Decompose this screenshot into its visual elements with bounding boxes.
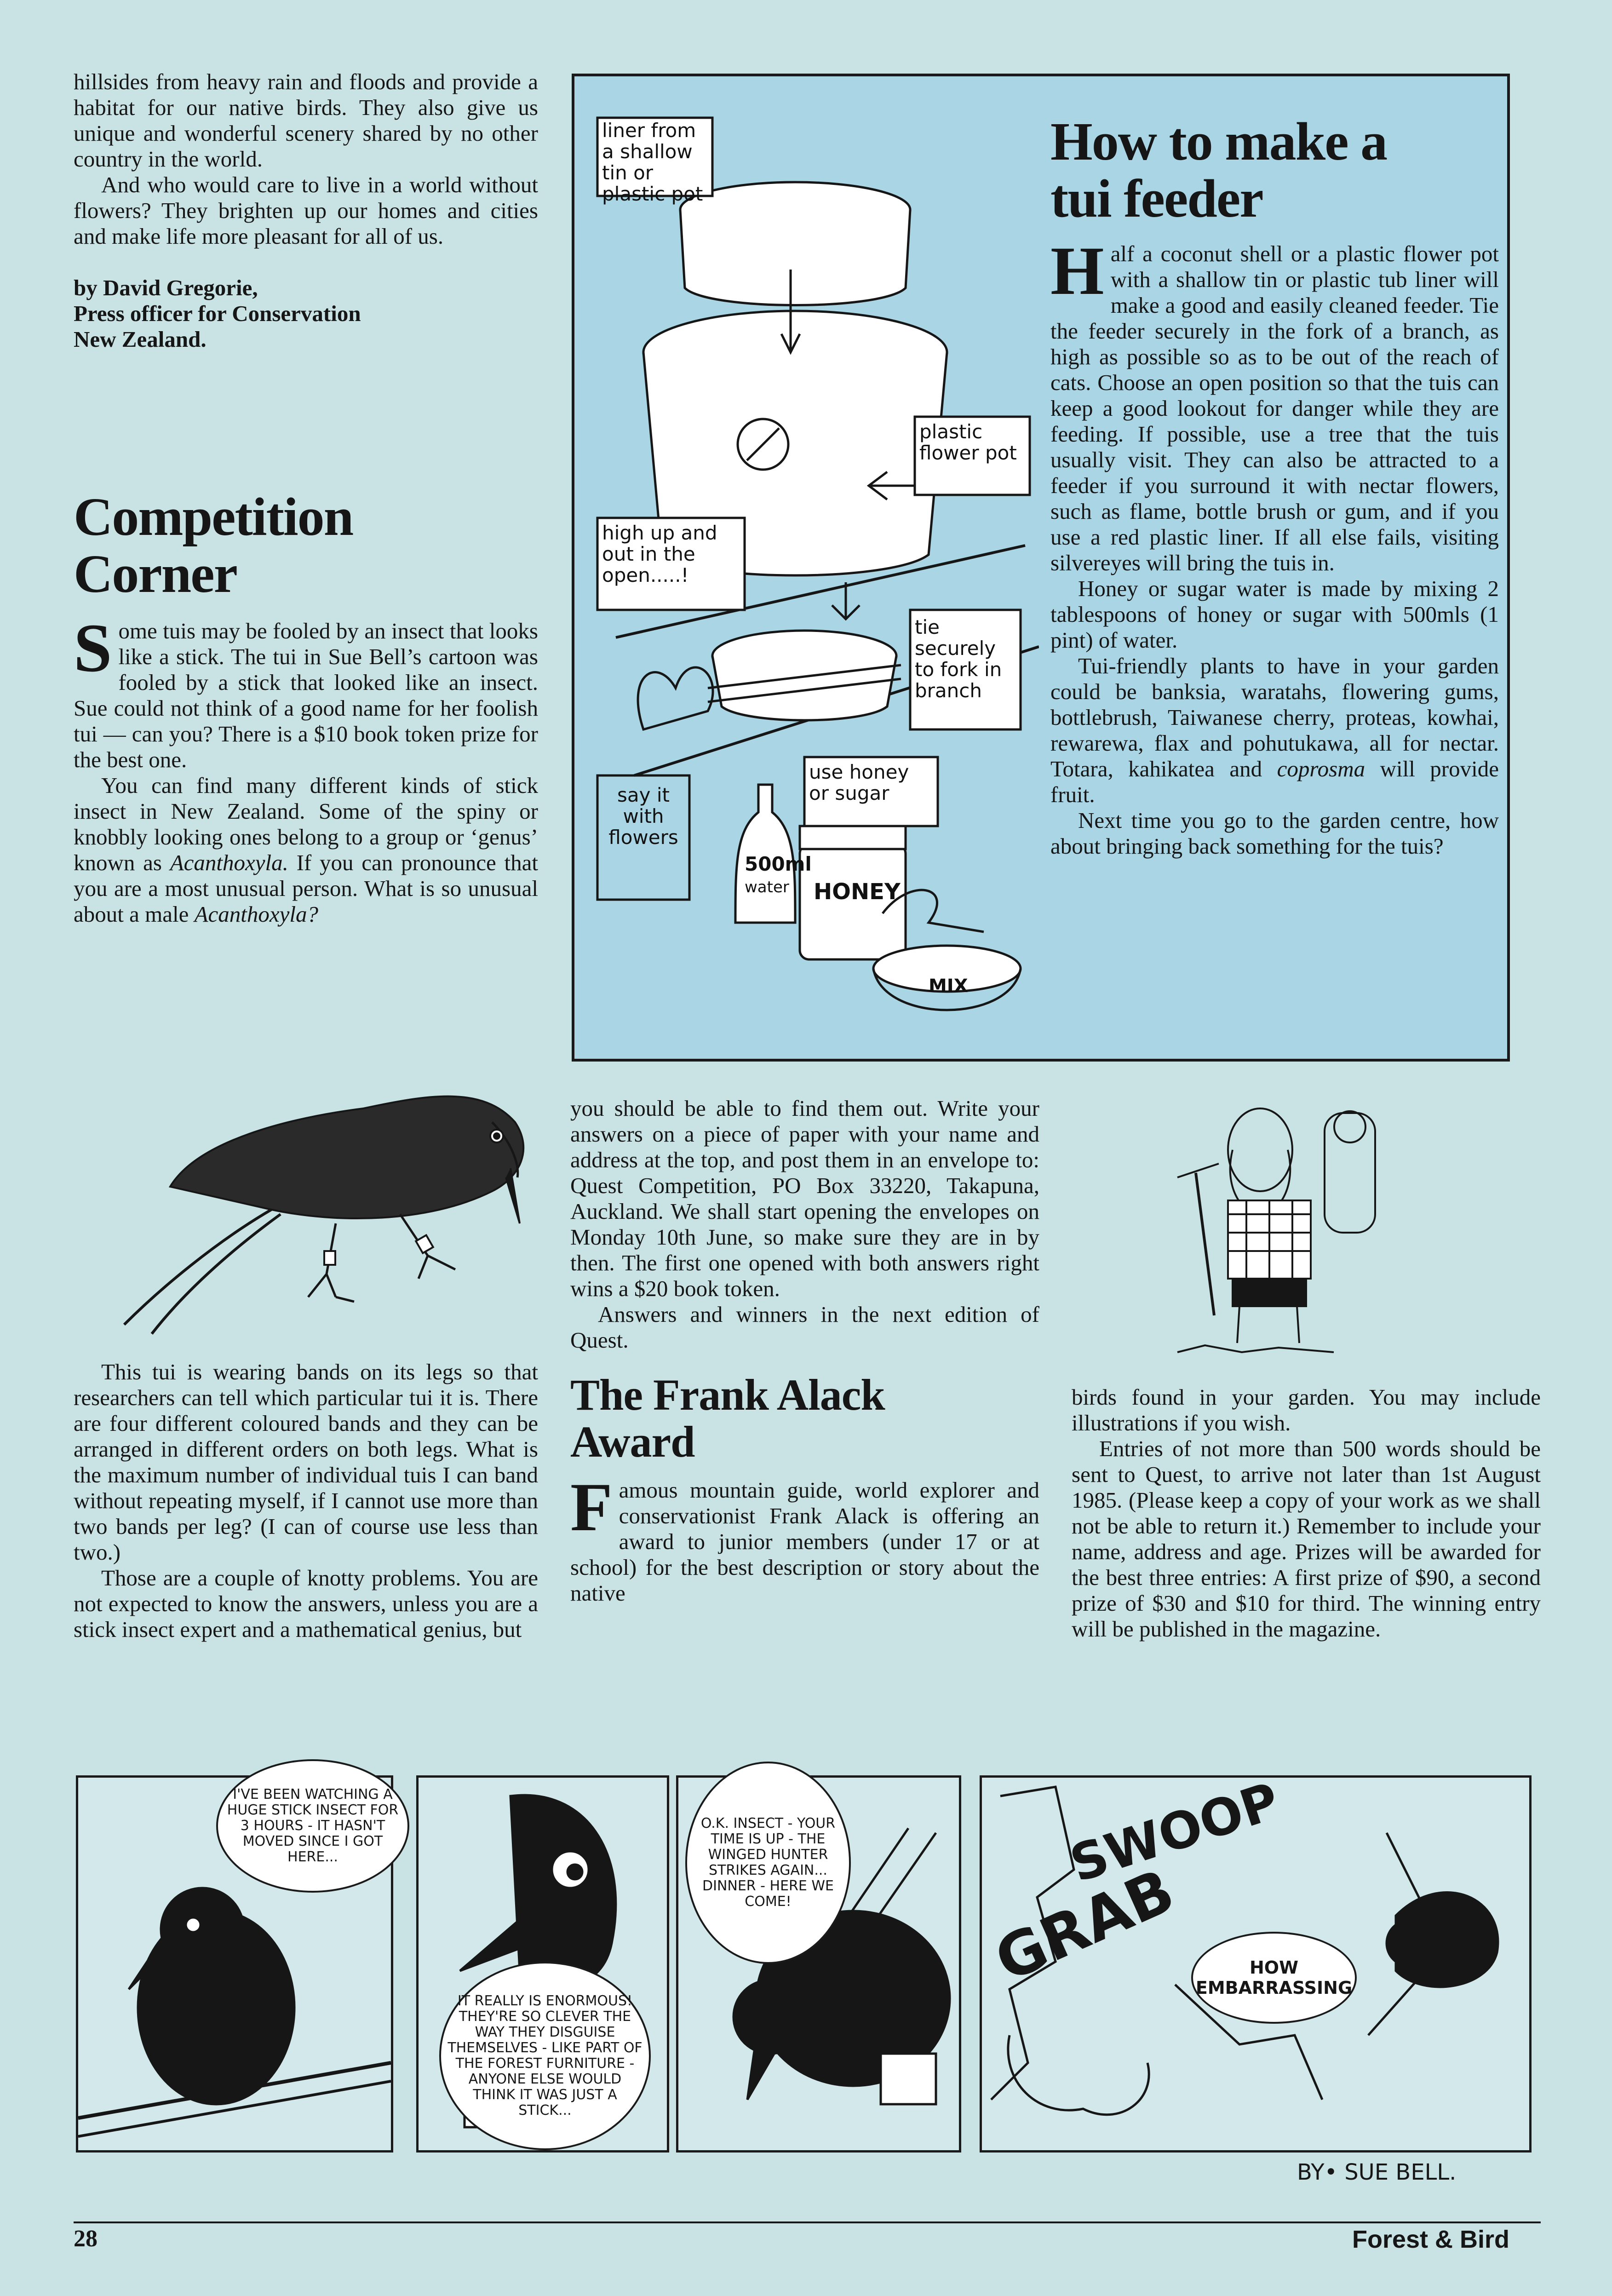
feeder-text-column xyxy=(1050,113,1499,859)
feeder-paragraph-4: Next time you go to the garden centre, how about bringing back something for the tuis? xyxy=(1050,808,1499,859)
feeder-title-line2: tui feeder xyxy=(1050,168,1263,229)
competition-paragraph-5: you should be able to find them out. Write your answers on a piece of paper with your name and address at the top, and post them in an envelope to: Quest Competition, PO Box 33220, Takapuna, Auckland. We shall start opening the envelopes on Monday 10th June, so make sure they are in by then. The first one opened with both answers right wins a $20 book token. xyxy=(570,1096,1039,1301)
label-mix-bowl: MIX xyxy=(929,976,968,997)
byline-author: by David Gregorie, xyxy=(74,275,258,300)
mountain-guide-illustration xyxy=(1141,1095,1426,1361)
feeder-paragraph-3: Tui-friendly plants to have in your garden could be banksia, waratahs, flowering gums, bottlebrush, Taiwanese cherry, proteas, kowhai, rewarewa, flax and pohutukawa, all for nectar. Totara, kahikatea and coprosma will provide fruit. xyxy=(1050,653,1499,807)
page-number: 28 xyxy=(74,2226,98,2252)
label-tie-securely: tie securely to fork in branch xyxy=(915,616,1002,702)
competition-column-lower xyxy=(74,1359,538,1642)
comic-sfx-grab: GRAB xyxy=(985,1855,1184,1996)
byline-role: Press officer for Conservation xyxy=(74,301,361,326)
award-paragraph-1: Famous mountain guide, world explorer and conservationist Frank Alack is offering an award to junior members (under 17 or at school) for the best description or story about the native xyxy=(570,1469,1039,1606)
competition-column-continued xyxy=(570,1096,1039,1606)
label-water-amount: 500ml xyxy=(745,853,812,875)
comic-sfx-swoop: SWOOP xyxy=(1063,1771,1286,1894)
comic-credit: BY• SUE BELL. xyxy=(1297,2159,1457,2185)
intro-paragraph-1: hillsides from heavy rain and floods and provide a habitat for our native birds. They also give us unique and wonderful scenery shared by no other country in the world. xyxy=(74,69,538,172)
comic-bubble-4: HOW EMBARRASSING xyxy=(1191,1932,1357,2024)
competition-column xyxy=(74,488,538,927)
label-water: water xyxy=(745,878,789,896)
award-paragraph-2: birds found in your garden. You may include illustrations if you wish. xyxy=(1072,1384,1541,1435)
byline-org: New Zealand. xyxy=(74,327,207,352)
intro-column xyxy=(74,69,538,352)
feeder-paragraph-2: Honey or sugar water is made by mixing 2 tablespoons of honey or sugar with 500mls (1 pint) of water. xyxy=(1050,576,1499,653)
feeder-paragraph-1: Half a coconut shell or a plastic flower pot with a shallow tin or plastic tub liner will make a good and easily cleaned feeder. Tie the feeder securely in the fork of a branch, as high as possible so as to be out of the reach of cats. Choose an open position so that the tuis can keep a good lookout for danger while they are feeding. If possible, use a tree that the tuis usually visit. They can also be attracted to a feeder if you surround it with nectar flowers, such as flame, bottle brush or gum, and if you use a red plastic liner. If all else fails, visiting silvereyes will bring the tuis in. xyxy=(1050,233,1499,575)
competition-paragraph-4: Those are a couple of knotty problems. You are not expected to know the answers, unless you are a stick insect expert and a mathematical genius, but xyxy=(74,1565,538,1642)
competition-title-line1: Competition xyxy=(74,487,353,547)
label-say-with-flowers: say it with flowers xyxy=(608,784,678,849)
drop-cap-h: H xyxy=(1050,233,1104,309)
tui-feeder-box xyxy=(572,74,1510,1062)
publication-name: Forest & Bird xyxy=(1352,2226,1510,2253)
label-liner: liner from a shallow tin or plastic pot xyxy=(602,119,703,205)
comic-bubble-1: I'VE BEEN WATCHING A HUGE STICK INSECT FOR 3 HOURS - IT HASN'T MOVED SINCE I GOT HERE... xyxy=(216,1759,409,1893)
feeder-title-line1: How to make a xyxy=(1050,111,1387,172)
competition-paragraph-1: Some tuis may be fooled by an insect that looks like a stick. The tui in Sue Bell’s cartoon was fooled by a stick that looked like an insect. Sue could not think of a good name for her foolish tui — can you? There is a $10 book token prize for the best one. xyxy=(74,610,538,772)
label-plastic-pot: plastic flower pot xyxy=(919,420,1017,464)
comic-bubble-2: IT REALLY IS ENORMOUS! THEY'RE SO CLEVER THE WAY THEY DISGUISE THEMSELVES - LIKE PART OF THE FOREST FURNITURE - ANYONE ELSE WOULD THINK IT WAS JUST A STICK... xyxy=(439,1962,651,2150)
label-honey-jar: HONEY xyxy=(814,879,901,905)
competition-paragraph-2: You can find many different kinds of stick insect in New Zealand. Some of the spiny or knobbly looking ones belong to a group or ‘genus’ known as Acanthoxyla. If you can pronounce that you are a most unusual person. What is so unusual about a male Acanthoxyla? xyxy=(74,773,538,927)
award-column-continued xyxy=(1072,1384,1541,1642)
comic-bubble-3: O.K. INSECT - YOUR TIME IS UP - THE WINGED HUNTER STRIKES AGAIN... DINNER - HERE WE COME! xyxy=(685,1762,851,1964)
competition-paragraph-6: Answers and winners in the next edition of Quest. xyxy=(570,1302,1039,1353)
award-title-line2: Award xyxy=(570,1417,695,1466)
competition-title-line2: Corner xyxy=(74,544,237,604)
label-honey-sugar: use honey or sugar xyxy=(809,761,909,804)
label-high-up: high up and out in the open.....! xyxy=(602,522,717,586)
footer-rule xyxy=(74,2221,1541,2223)
competition-paragraph-3: This tui is wearing bands on its legs so that researchers can tell which particular tui it is. There are four different coloured bands and they can be arranged in different orders on both legs. What is the maximum number of individual tuis I can band without repeating myself, if I cannot use more than two bands per leg? (I can of course use less than two.) xyxy=(74,1359,538,1565)
drop-cap-f: F xyxy=(570,1469,613,1545)
award-paragraph-3: Entries of not more than 500 words should be sent to Quest, to arrive not later than 1st August 1985. (Please keep a copy of your work as we shall not be able to return it.) Remember to include your name, address and age. Prizes will be awarded for the best three entries: A first prize of $90, a second prize of $30 and $10 for third. The winning entry will be published in the magazine. xyxy=(1072,1436,1541,1642)
award-title-line1: The Frank Alack xyxy=(570,1370,885,1419)
drop-cap-s: S xyxy=(74,610,112,686)
banded-tui-illustration xyxy=(78,1058,538,1343)
intro-paragraph-2: And who would care to live in a world without flowers? They brighten up our homes and cities and make life more pleasant for all of us. xyxy=(74,172,538,249)
